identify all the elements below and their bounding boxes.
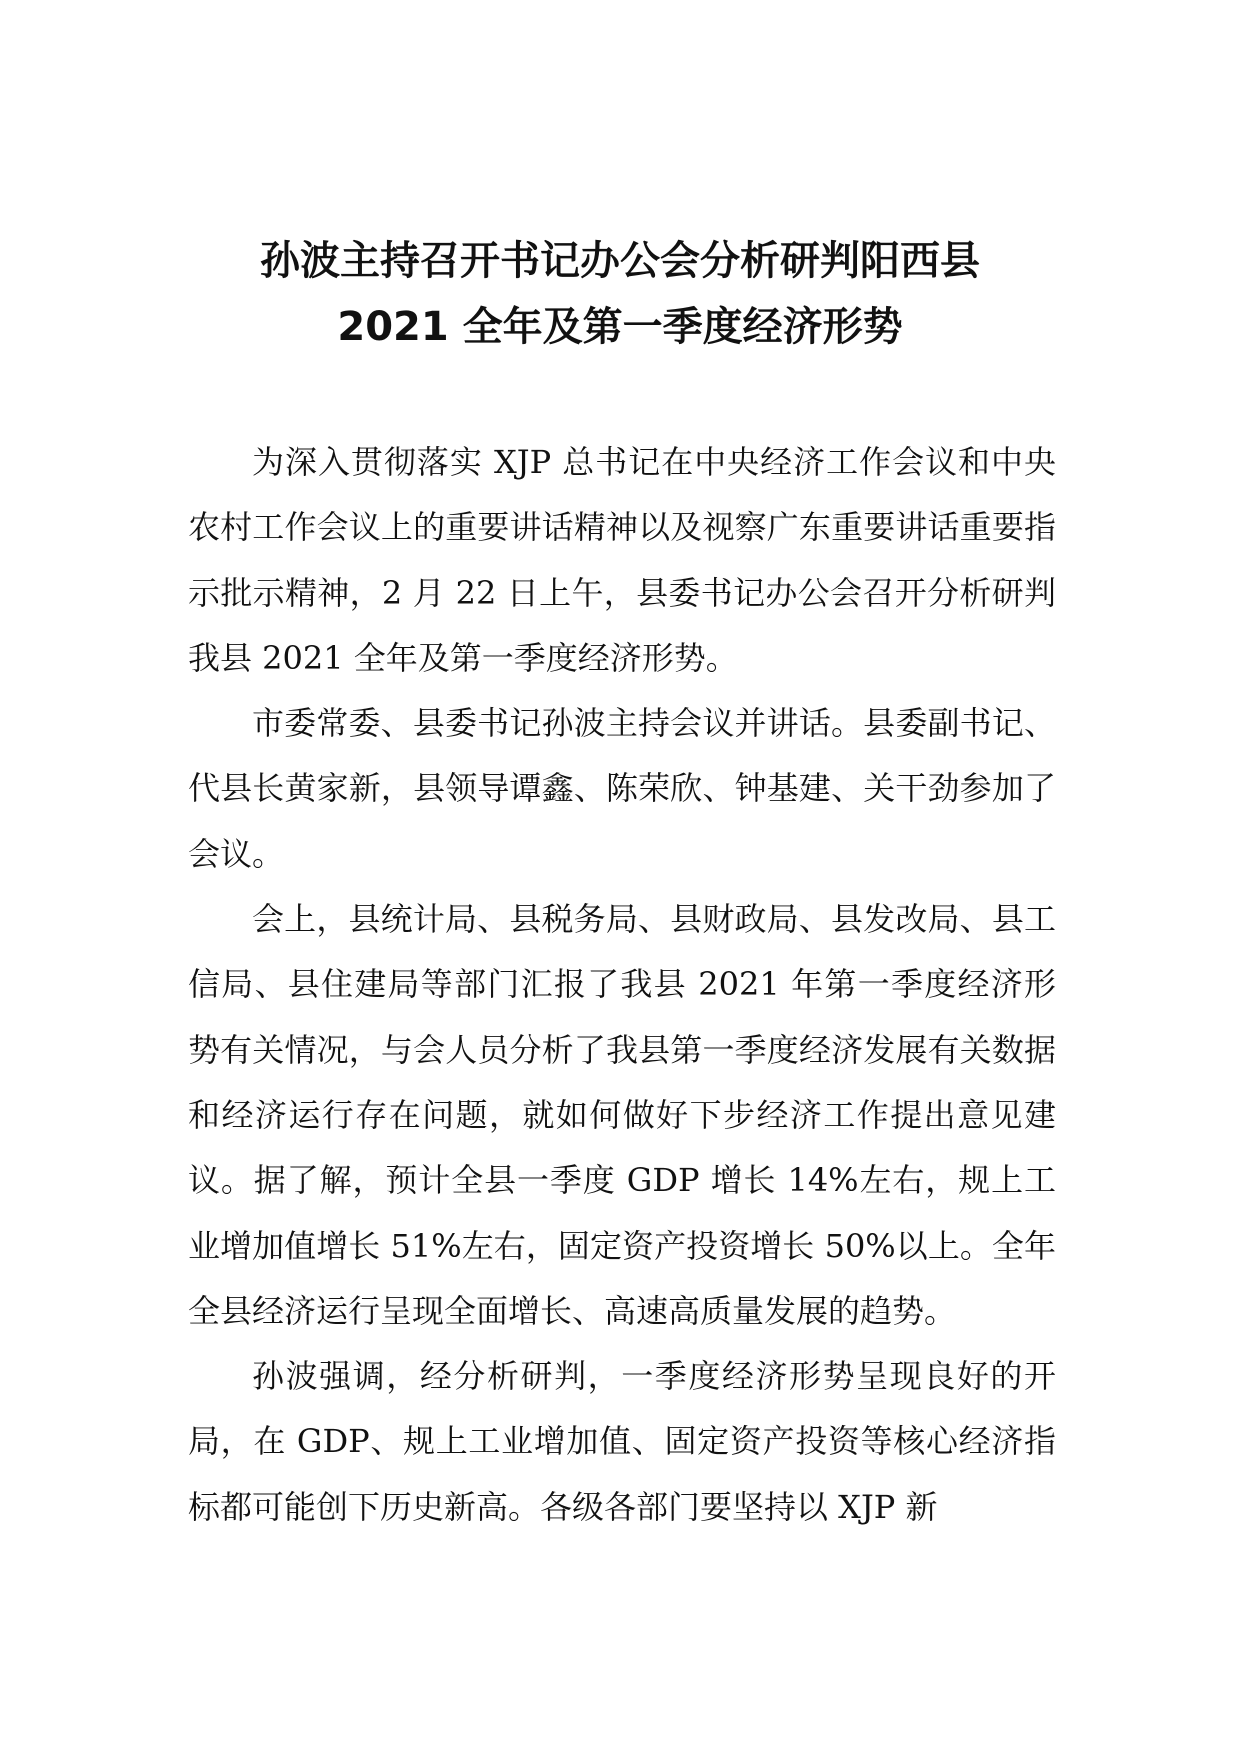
paragraph-3: 会上，县统计局、县税务局、县财政局、县发改局、县工信局、县住建局等部门汇报了我县 2021 年第一季度经济形势有关情况，与会人员分析了我县第一季度经济发展有关数据和经济运行存在问题，就如何做好下步经济工作提出意见建议。据了解，预计全县一季度 GDP 增长 14%左右，规上工业增加值增长 51%左右，固定资产投资增长 50%以上。全年全县经济运行呈现全面增长、高速高质量发展的趋势。 — [188, 900, 1056, 1330]
title-line-1: 孙波主持召开书记办公会分析研判阳西县 — [260, 238, 980, 284]
title-line-2: 2021 全年及第一季度经济形势 — [337, 304, 903, 350]
paragraph-2: 市委常委、县委书记孙波主持会议并讲话。县委副书记、代县长黄家新，县领导谭鑫、陈荣欣、钟基建、关干劲参加了会议。 — [188, 704, 1056, 873]
document-body — [188, 430, 1056, 1540]
paragraph-1: 为深入贯彻落实 XJP 总书记在中央经济工作会议和中央农村工作会议上的重要讲话精神以及视察广东重要讲话重要指示批示精神，2 月 22 日上午，县委书记办公会召开分析研判我县 2021 全年及第一季度经济形势。 — [188, 443, 1056, 677]
paragraph-4: 孙波强调，经分析研判，一季度经济形势呈现良好的开局，在 GDP、规上工业增加值、固定资产投资等核心经济指标都可能创下历史新高。各级各部门要坚持以 XJP 新 — [188, 1357, 1056, 1526]
document-title — [150, 228, 1090, 360]
